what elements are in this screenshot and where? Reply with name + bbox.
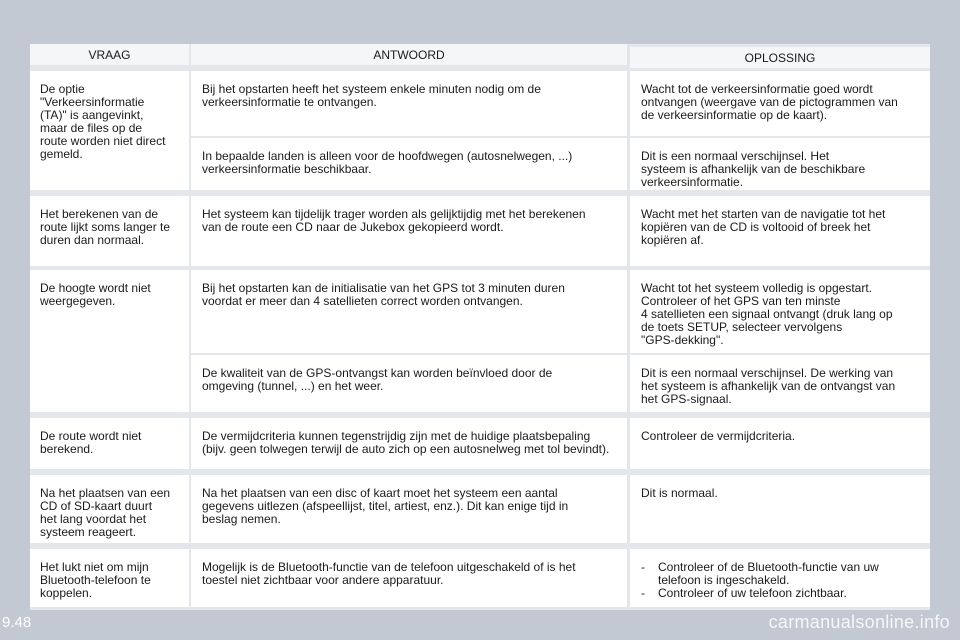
text-line: De hoogte wordt niet xyxy=(40,281,151,295)
text-line: route lijkt soms langer te xyxy=(40,220,171,234)
text-line: route worden niet direct xyxy=(40,134,166,148)
text-line: Bij het opstarten kan de initialisatie van het GPS tot 3 minuten duren xyxy=(202,281,565,295)
text-line: verkeersinformatie te ontvangen. xyxy=(202,95,377,109)
text-line: gegevens uitlezen (afspeellijst, titel, artiest, enz.). Dit kan enige tijd in xyxy=(202,499,569,513)
text-line: Het berekenen van de xyxy=(40,207,159,221)
row-2-solution-1 xyxy=(630,196,930,266)
text-line: (bijv. geen tolwegen terwijl de auto zich op een autosnelweg met tol bevindt). xyxy=(202,442,610,456)
text-line: Bluetooth-telefoon te xyxy=(40,573,151,587)
text-line: systeem is afhankelijk van de beschikbare xyxy=(641,162,866,176)
row-3-solution-2 xyxy=(630,355,930,412)
row-1-solution-2 xyxy=(630,138,930,190)
row-1-solution-1 xyxy=(630,71,930,136)
text-line: toestel niet zichtbaar voor andere apparatuur. xyxy=(202,573,444,587)
text-line: maar de files op de xyxy=(40,121,143,135)
text-line: telefoon is ingeschakeld. xyxy=(658,573,790,587)
text-line: 4 satellieten een signaal ontvangt (druk lang op xyxy=(641,307,893,321)
text-line: In bepaalde landen is alleen voor de hoofdwegen (autosnelwegen, ...) xyxy=(202,149,573,163)
row-5-solution-1 xyxy=(630,475,930,543)
row-1-question xyxy=(30,71,189,190)
text-line: Mogelijk is de Bluetooth-functie van de telefoon uitgeschakeld of is het xyxy=(202,560,576,574)
text-line: koppelen. xyxy=(40,586,93,600)
row-4-answer-1 xyxy=(191,418,627,469)
row-6-question xyxy=(30,549,189,607)
text-line: kopiëren van de CD is voltooid of breek het xyxy=(641,220,871,234)
text-line: omgeving (tunnel, ...) en het weer. xyxy=(202,379,384,393)
bullet-item xyxy=(641,587,921,600)
text-line: Dit is een normaal verschijnsel. De werking van xyxy=(641,366,894,380)
text-line: duren dan normaal. xyxy=(40,233,145,247)
text-line: CD of SD-kaart duurt xyxy=(40,499,153,513)
text-line: (TA)" is aangevinkt, xyxy=(40,108,144,122)
text-line: Controleer de vermijdcriteria. xyxy=(641,429,796,443)
watermark: carmanualsonline.info xyxy=(768,612,950,632)
text-line: kopiëren af. xyxy=(641,233,704,247)
row-3-answer-1 xyxy=(191,270,627,353)
text-line: voordat er meer dan 4 satellieten correct worden ontvangen. xyxy=(202,294,523,308)
text-line: Wacht tot het systeem volledig is opgestart. xyxy=(641,281,872,295)
text-line: berekend. xyxy=(40,442,94,456)
text-line: "Verkeersinformatie xyxy=(40,95,145,109)
row-6-solution-1 xyxy=(630,549,930,607)
text-line: Bij het opstarten heeft het systeem enkele minuten nodig om de xyxy=(202,82,541,96)
text-line: het GPS-signaal. xyxy=(641,392,732,406)
text-line: verkeersinformatie. xyxy=(641,175,744,189)
row-6-answer-1 xyxy=(191,549,627,607)
text-line: weergegeven. xyxy=(40,294,116,308)
text-line: Dit is een normaal verschijnsel. Het xyxy=(641,149,830,163)
text-line: Controleer of het GPS van ten minste xyxy=(641,294,841,308)
text-line: ontvangen (weergave van de pictogrammen van xyxy=(641,95,898,109)
row-1-answer-1 xyxy=(191,71,627,136)
row-5-question xyxy=(30,475,189,543)
text-line: De optie xyxy=(40,82,85,96)
text-line: Het systeem kan tijdelijk trager worden als gelijktijdig met het berekenen xyxy=(202,207,586,221)
text-line: Dit is normaal. xyxy=(641,486,718,500)
text-line: Het lukt niet om mijn xyxy=(40,560,149,574)
page-number: 9.48 xyxy=(2,614,32,631)
text-line: Controleer of de Bluetooth-functie van uw xyxy=(658,560,879,574)
text-line: Controleer of uw telefoon zichtbaar. xyxy=(658,586,847,600)
row-2-question xyxy=(30,196,189,266)
text-line: De route wordt niet xyxy=(40,429,142,443)
row-4-question xyxy=(30,418,189,469)
text-line: "GPS-dekking". xyxy=(641,333,724,347)
text-line: Na het plaatsen van een xyxy=(40,486,171,500)
row-1-answer-2 xyxy=(191,138,627,190)
text-line: Wacht met het starten van de navigatie tot het xyxy=(641,207,886,221)
row-3-solution-1 xyxy=(630,270,930,353)
text-line: het systeem is afhankelijk van de ontvangst van xyxy=(641,379,896,393)
text-line: de verkeersinformatie op de kaart). xyxy=(641,108,828,122)
text-line: De kwaliteit van de GPS-ontvangst kan worden beïnvloed door de xyxy=(202,366,553,380)
row-4-solution-1 xyxy=(630,418,930,469)
text-line: verkeersinformatie beschikbaar. xyxy=(202,162,372,176)
header-antwoord-label: ANTWOORD xyxy=(373,47,445,62)
dash-marker: - xyxy=(641,586,645,600)
row-2-answer-1 xyxy=(191,196,627,266)
text-line: beslag nemen. xyxy=(202,512,281,526)
text-line: gemeld. xyxy=(40,147,83,161)
header-oplossing-label: OPLOSSING xyxy=(744,50,816,65)
header-vraag-label: VRAAG xyxy=(88,47,131,62)
text-line: Wacht tot de verkeersinformatie goed wordt xyxy=(641,82,873,96)
text-line: De vermijdcriteria kunnen tegenstrijdig zijn met de huidige plaatsbepaling xyxy=(202,429,591,443)
text-line: het lang voordat het xyxy=(40,512,147,526)
text-line: van de route een CD naar de Jukebox gekopieerd wordt. xyxy=(202,220,504,234)
row-5-answer-1 xyxy=(191,475,627,543)
row-3-question xyxy=(30,270,189,412)
text-line: Na het plaatsen van een disc of kaart moet het systeem een aantal xyxy=(202,486,558,500)
dash-marker: - xyxy=(641,560,645,574)
header-oplossing xyxy=(630,47,930,68)
text-line: systeem reageert. xyxy=(40,525,137,539)
header-antwoord xyxy=(191,44,627,65)
header-vraag xyxy=(30,44,189,65)
text-line: de toets SETUP, selecteer vervolgens xyxy=(641,320,843,334)
row-3-answer-2 xyxy=(191,355,627,412)
